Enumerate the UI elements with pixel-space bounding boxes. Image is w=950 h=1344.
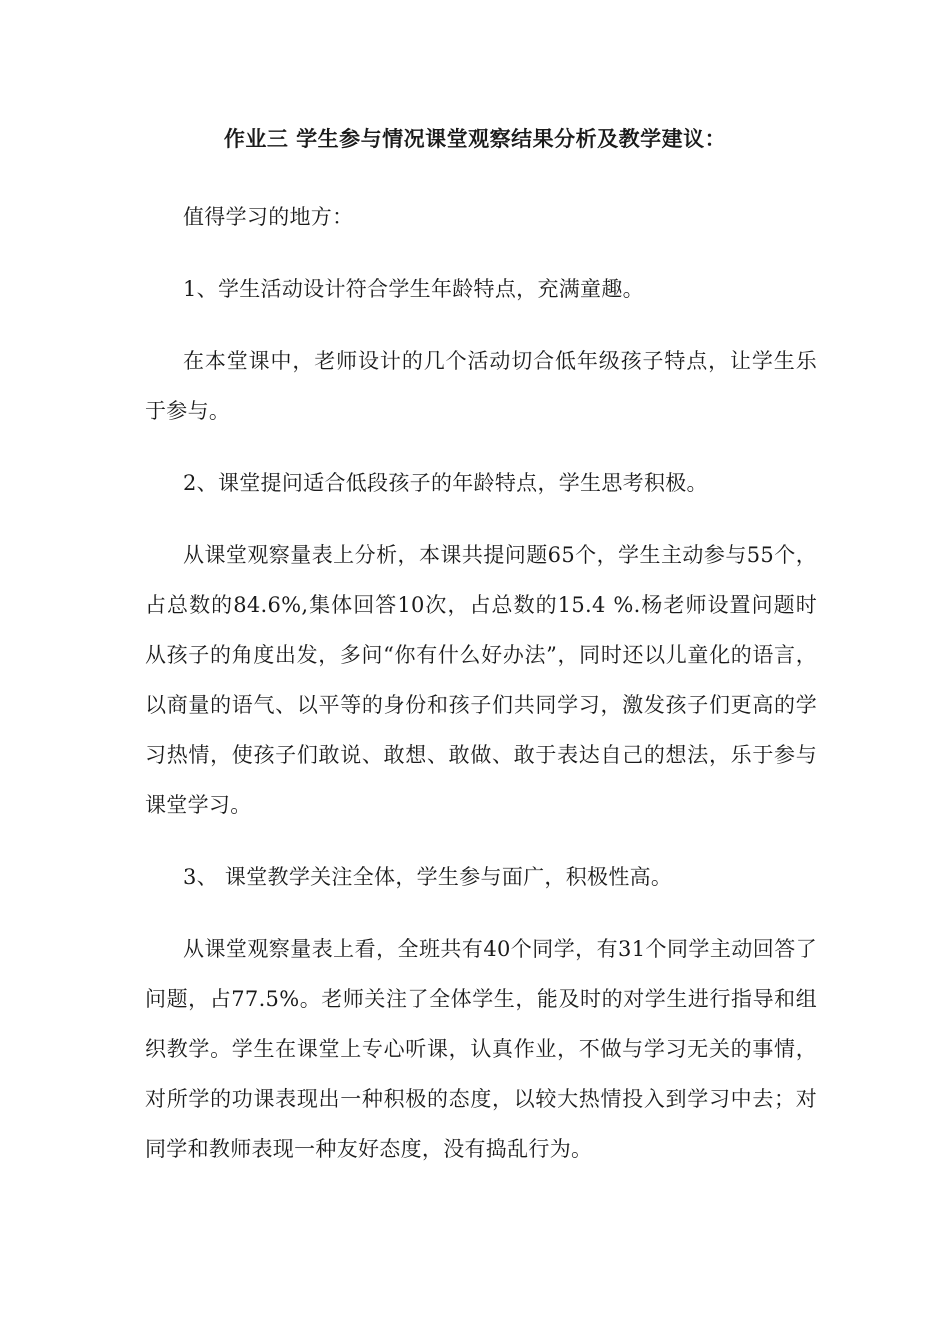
section-intro: 值得学习的地方： xyxy=(183,205,354,229)
document-title: 作业三 学生参与情况课堂观察结果分析及教学建议： xyxy=(223,126,727,151)
point-2-heading: 2、课堂提问适合低段孩子的年龄特点，学生思考积极。 xyxy=(183,471,708,495)
point-1-body: 在本堂课中，老师设计的几个活动切合低年级孩子特点，让学生乐于参与。 xyxy=(145,349,817,423)
point-3-body: 从课堂观察量表上看，全班共有40个同学，有31个同学主动回答了问题，占77.5%。老师关注了全体学生，能及时的对学生进行指导和组织教学。学生在课堂上专心听课，认真作业，不做与学习无关的事情，对所学的功课表现出一种积极的态度，以较大热情投入到学习中去；对同学和教师表现一种友好态度，没有捣乱行为。 xyxy=(145,937,817,1161)
point-2-body: 从课堂观察量表上分析，本课共提问题65个，学生主动参与55个，占总数的84.6%,集体回答10次，占总数的15.4 %.杨老师设置问题时从孩子的角度出发，多问“你有什么好办法”，同时还以儿童化的语言，以商量的语气、以平等的身份和孩子们共同学习，激发孩子们更高的学习热情，使孩子们敢说、敢想、敢做、敢于表达自己的想法，乐于参与课堂学习。 xyxy=(145,543,817,817)
document-body xyxy=(145,192,817,1196)
point-3-heading: 3、 课堂教学关注全体，学生参与面广，积极性高。 xyxy=(183,865,673,889)
point-1-heading: 1、学生活动设计符合学生年龄特点，充满童趣。 xyxy=(183,277,644,301)
